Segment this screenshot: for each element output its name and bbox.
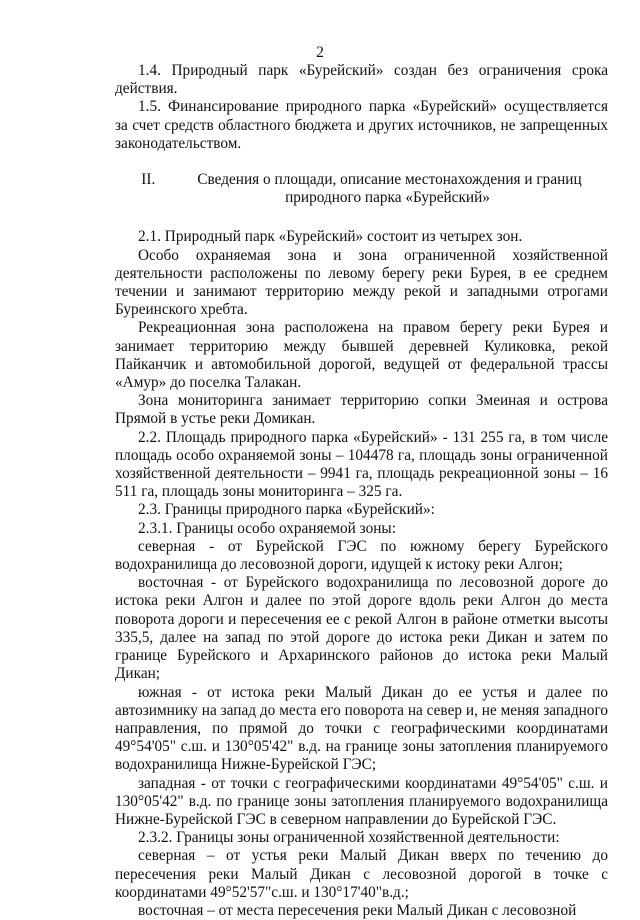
paragraph-2-3-borders: 2.3. Границы природного парка «Бурейский»: bbox=[138, 501, 435, 519]
paragraph-east-border: восточная - от Бурейского водохранилища по лесовозной дороге до истока реки Алгон и далее по этой дороге вдоль реки Алгон до места поворота дороги и пересечения ее с рекой Алгон в районе отметки высоты 335,5, далее на запад по этой дороге до истока реки Дикан и затем по границе Бурейского и Архаринского районов до истока реки Малый Дикан; bbox=[115, 574, 608, 683]
paragraph-limited-east-border: восточная – от места пересечения реки Малый Дикан с лесовозной bbox=[138, 901, 577, 919]
page-number: 2 bbox=[316, 44, 324, 61]
paragraph-1-5: 1.5. Финансирование природного парка «Бурейский» осуществляется за счет средств областного бюджета и других источников, не запрещенных законодательством. bbox=[115, 98, 608, 152]
section-heading bbox=[115, 171, 608, 207]
paragraph-1-4: 1.4. Природный парк «Бурейский» создан без ограничения срока действия. bbox=[115, 62, 608, 98]
section-title-line2: природного парка «Бурейский» bbox=[285, 189, 490, 207]
paragraph-recreational-zone: Рекреационная зона расположена на правом берегу реки Бурея и занимает территорию между бывшей деревней Куликовка, рекой Пайканчик и автомобильной дорогой, ведущей от федеральной трассы «Амур» до поселка Талакан. bbox=[115, 319, 608, 392]
paragraph-2-3-1: 2.3.1. Границы особо охраняемой зоны: bbox=[138, 519, 396, 537]
paragraph-2-1: 2.1. Природный парк «Бурейский» состоит из четырех зон. bbox=[138, 228, 523, 246]
paragraph-north-border: северная - от Бурейской ГЭС по южному берегу Бурейского водохранилища до лесовозной дороги, идущей к истоку реки Алгон; bbox=[115, 537, 608, 574]
paragraph-monitoring-zone: Зона мониторинга занимает территорию сопки Змеиная и острова Прямой в устье реки Домикан. bbox=[115, 392, 608, 428]
section-title-line1: Сведения о площади, описание местонахождения и границ bbox=[197, 171, 582, 189]
section-number: II. bbox=[141, 171, 156, 189]
paragraph-limited-north-border: северная – от устья реки Малый Дикан вверх по течению до пересечения реки Малый Дикан с лесовозной дорогой в точке с координатами 49°52'57"с.ш. и 130°17'40"в.д.; bbox=[115, 847, 608, 901]
paragraph-2-3-2: 2.3.2. Границы зоны ограниченной хозяйственной деятельности: bbox=[138, 829, 560, 847]
paragraph-south-border: южная - от истока реки Малый Дикан до ее устья и далее по автозимнику на запад до места его поворота на север и, не меняя западного направления, по прямой до точки с географическими координатами 49°54'05" с.ш. и 130°05'42" в.д. на границе зоны затопления планируемого водохранилища Нижне-Бурейской ГЭС; bbox=[115, 683, 608, 774]
paragraph-2-2-area: 2.2. Площадь природного парка «Бурейский» - 131 255 га, в том числе площадь особо охраняемой зоны – 104478 га, площадь зоны ограниченной хозяйственной деятельности – 9941 га, площадь рекреационной зоны – 16 511 га, площадь зоны мониторинга – 325 га. bbox=[115, 428, 608, 501]
document-body bbox=[115, 62, 608, 920]
paragraph-zones-left-bank: Особо охраняемая зона и зона ограниченной хозяйственной деятельности расположены по левому берегу реки Бурея, в ее среднем течении и занимают территорию между рекой и западными отрогами Буреинского хребта. bbox=[115, 246, 608, 319]
paragraph-west-border: западная - от точки с географическими координатами 49°54'05" с.ш. и 130°05'42" в.д. по границе зоны затопления планируемого водохранилища Нижне-Бурейской ГЭС в северном направлении до Бурейской ГЭС. bbox=[115, 774, 608, 828]
